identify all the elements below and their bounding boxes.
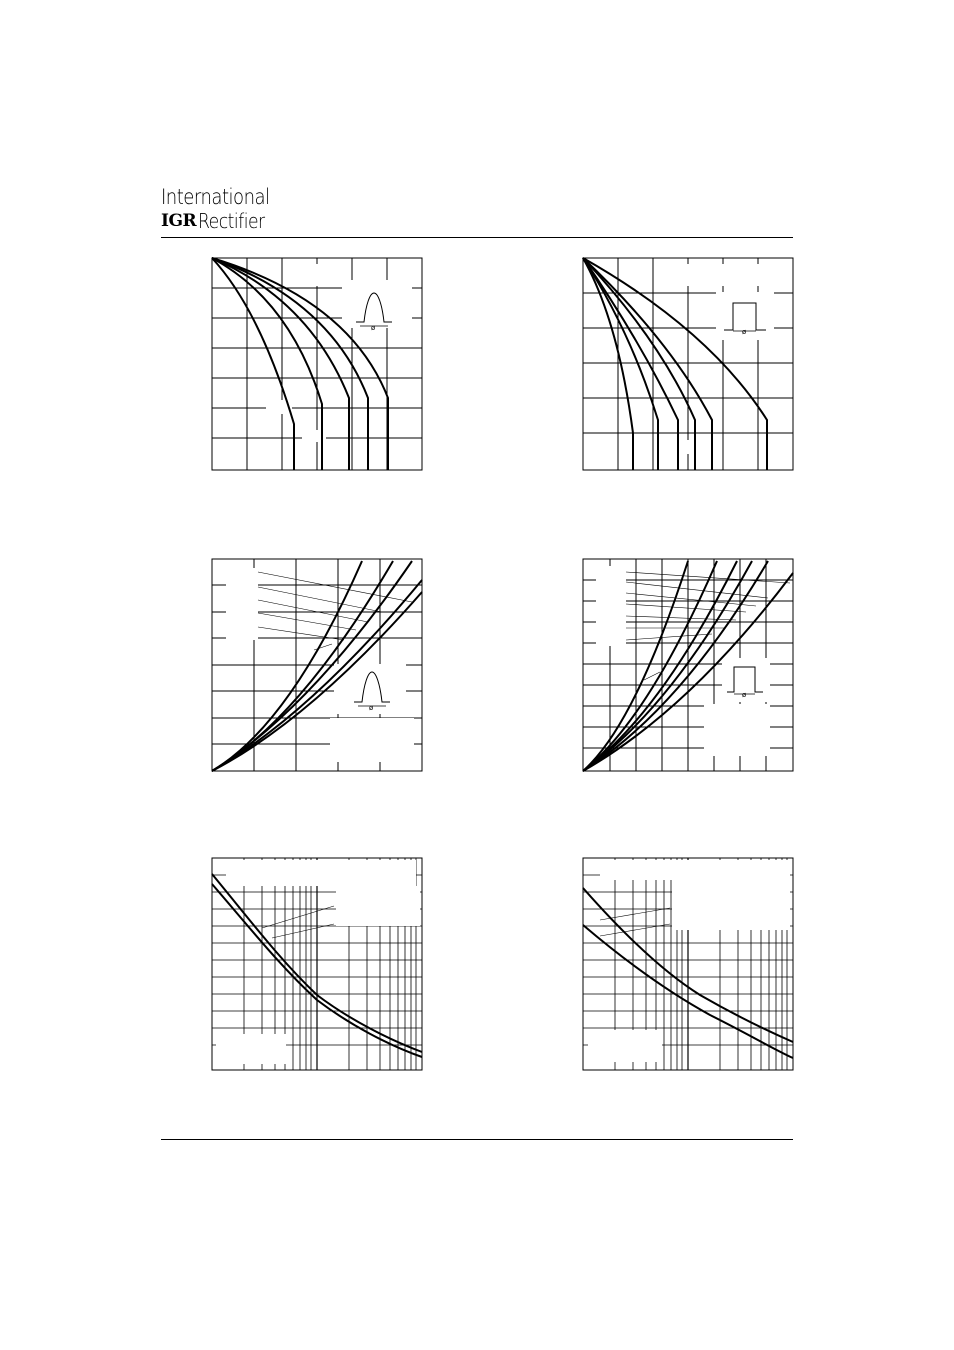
figure-2-curves xyxy=(583,258,767,470)
figure-5 xyxy=(212,858,422,1070)
conduction-angle-label: ø xyxy=(369,704,374,712)
company-name-rectifier: Rectifier xyxy=(198,209,265,233)
figure-1-inset xyxy=(342,280,412,328)
logo-mark: IGR xyxy=(161,211,197,231)
figure-2-label-mask-2 xyxy=(668,440,702,454)
figure-2 xyxy=(583,258,793,470)
figure-3 xyxy=(212,559,422,771)
figure-3-note-mask xyxy=(330,718,414,762)
figure-5-title-mask xyxy=(226,860,416,886)
figure-2-label-mask xyxy=(664,264,764,286)
figure-6-title-mask xyxy=(600,860,790,880)
conduction-angle-label: ø xyxy=(742,691,747,699)
figure-6-note-mask xyxy=(588,1030,662,1062)
figure-4 xyxy=(583,559,793,771)
figure-5-legend-mask xyxy=(336,886,420,926)
figure-4-note-mask xyxy=(704,704,770,756)
figure-6 xyxy=(583,858,793,1070)
figure-6-legend-mask xyxy=(672,880,790,930)
company-name-line1: International xyxy=(161,185,270,209)
figure-1 xyxy=(212,258,422,470)
curve-30deg xyxy=(583,258,633,470)
figure-5-note-mask xyxy=(216,1034,286,1064)
figure-4-legend-mask xyxy=(596,566,626,646)
conduction-angle-label: ø xyxy=(371,324,376,332)
conduction-angle-label: ø xyxy=(742,328,747,336)
figure-6-leaders xyxy=(600,908,670,936)
figure-3-legend-mask xyxy=(226,568,258,640)
figure-5-leaders xyxy=(262,906,334,938)
